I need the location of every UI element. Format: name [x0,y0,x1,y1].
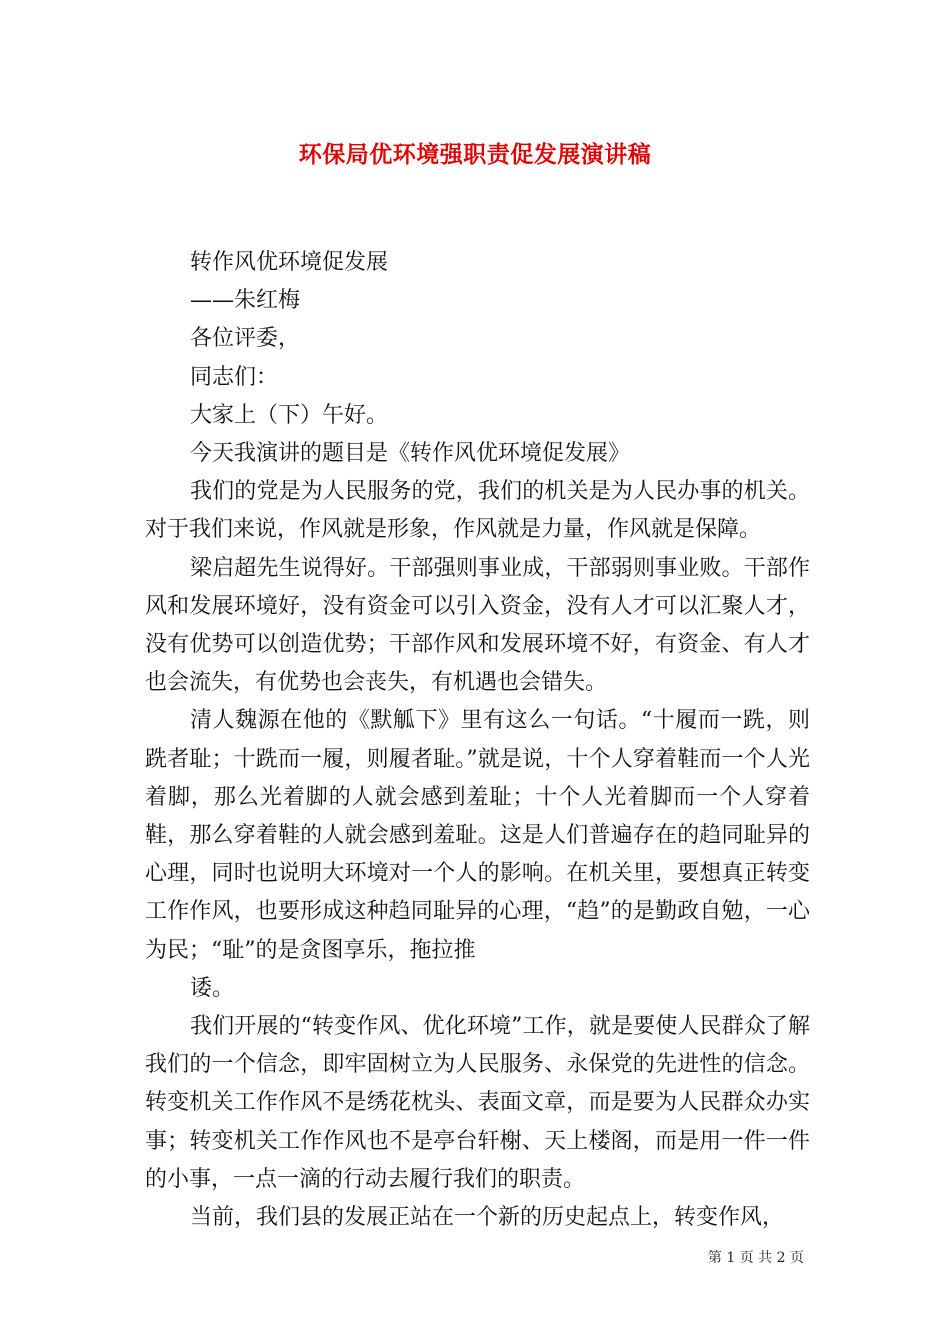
topic-line: 今天我演讲的题目是《转作风优环境促发展》 [190,441,631,467]
body-paragraph: 梁启超先生说得好。干部强则事业成，干部弱则事业败。干部作风和发展环境好，没有资金可以引入资金，没有人才可以汇聚人才，没有优势可以创造优势；干部作风和发展环境不好，有资金、有人才也会流失，有优势也会丧失，有机遇也会错失。 [145,555,810,696]
salutation-judges: 各位评委， [190,326,301,352]
body-paragraph-continuation: 诿。 [190,975,235,1001]
body-paragraph: 当前，我们县的发展正站在一个新的历史起点上，转变作风， [190,1205,785,1231]
greeting: 大家上（下）午好。 [190,402,389,428]
body-paragraph: 我们开展的“转变作风、优化环境”工作，就是要使人民群众了解我们的一个信念，即牢固树立为人民服务、永保党的先进性的信念。转变机关工作作风不是绣花枕头、表面文章，而是要为人民群众办实事；转变机关工作作风也不是亭台轩榭、天上楼阁，而是用一件一件的小事，一点一滴的行动去履行我们的职责。 [145,1014,810,1192]
body-paragraph: 我们的党是为人民服务的党，我们的机关是为人民办事的机关。对于我们来说，作风就是形象，作风就是力量，作风就是保障。 [145,479,810,543]
body-paragraph: 清人魏源在他的《默觚下》里有这么一句话。“十履而一跣，则跣者耻；十跣而一履，则履者耻。”就是说，十个人穿着鞋而一个人光着脚，那么光着脚的人就会感到羞耻；十个人光着脚而一个人穿着鞋，那么穿着鞋的人就会感到羞耻。这是人们普遍存在的趋同耻异的心理，同时也说明大环境对一个人的影响。在机关里，要想真正转变工作作风，也要形成这种趋同耻异的心理，“趋”的是勤政自勉，一心为民；“耻”的是贪图享乐，拖拉推 [145,708,810,963]
speaker-name: ——朱红梅 [190,288,301,314]
salutation-comrades: 同志们： [190,364,279,390]
document-body [145,244,810,1237]
page-number: 第 1 页 共 2 页 [707,1250,804,1266]
document-title: 环保局优环境强职责促发展演讲稿 [298,141,652,168]
speech-subtitle: 转作风优环境促发展 [190,250,389,275]
